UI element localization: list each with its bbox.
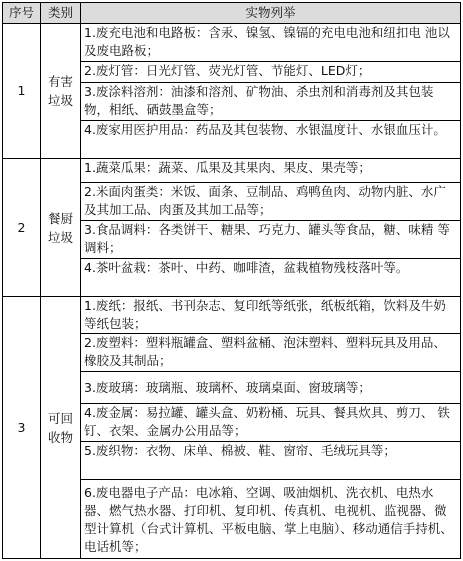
header-examples: 实物列举 — [81, 3, 461, 24]
header-no: 序号 — [3, 3, 41, 24]
row-number: 3 — [3, 297, 41, 559]
table-row — [3, 159, 461, 183]
example-item: 6.废电器电子产品：电冰箱、空调、吸油烟机、洗衣机、电热水器、燃气热水器、打印机、复印机、传真机、电视机、监视器、微型计算机（台式计算机、平板电脑、掌上电脑）、移动通信手持机、电话机等； — [81, 480, 461, 559]
row-number: 1 — [3, 24, 41, 159]
row-number: 2 — [3, 159, 41, 297]
example-item: 2.废灯管：日光灯管、荧光灯管、节能灯、LED灯； — [81, 62, 461, 83]
category-label: 可回收物 — [41, 297, 81, 559]
category-label: 餐厨垃圾 — [41, 159, 81, 297]
example-item: 2.米面肉蛋类：米饭、面条、豆制品、鸡鸭鱼肉、动物内脏、水广及其加工品、肉蛋及其加工品等； — [81, 183, 461, 221]
example-item: 3.废涂料溶剂：油漆和溶剂、矿物油、杀虫剂和消毒剂及其包装 物，相纸、硒鼓墨盒等； — [81, 83, 461, 121]
example-item: 4.废金属：易拉罐、罐头盒、奶粉桶、玩具、餐具炊具、剪刀、 铁钉、衣架、金属办公用品等； — [81, 404, 461, 442]
header-row — [3, 3, 461, 24]
example-item: 3.食品调料：各类饼干、糖果、巧克力、罐头等食品，糖、味精 等调料； — [81, 221, 461, 259]
table-row — [3, 297, 461, 334]
example-item: 5.废织物：衣物、床单、棉被、鞋、窗帘、毛绒玩具等； — [81, 442, 461, 480]
example-item: 3.废玻璃：玻璃瓶、玻璃杯、玻璃桌面、窗玻璃等； — [81, 372, 461, 404]
waste-classification-table — [2, 2, 461, 559]
table-row — [3, 24, 461, 62]
example-item: 1.废纸：报纸、书刊杂志、复印纸等纸张，纸板纸箱，饮料及牛奶等纸包装； — [81, 297, 461, 334]
header-category: 类别 — [41, 3, 81, 24]
category-label: 有害垃圾 — [41, 24, 81, 159]
example-item: 1.蔬菜瓜果：蔬菜、瓜果及其果肉、果皮、果壳等； — [81, 159, 461, 183]
example-item: 4.废家用医护用品：药品及其包装物、水银温度计、水银血压计。 — [81, 121, 461, 159]
example-item: 1.废充电池和电路板：含汞、镍氢、镍镉的充电电池和纽扣电 池以及废电路板； — [81, 24, 461, 62]
example-item: 4.茶叶盆栽：茶叶、中药、咖啡渣，盆栽植物残枝落叶等。 — [81, 259, 461, 297]
example-item: 2.废塑料：塑料瓶罐盒、塑料盆桶、泡沫塑料、塑料玩具及用品、橡胶及其制品； — [81, 334, 461, 372]
